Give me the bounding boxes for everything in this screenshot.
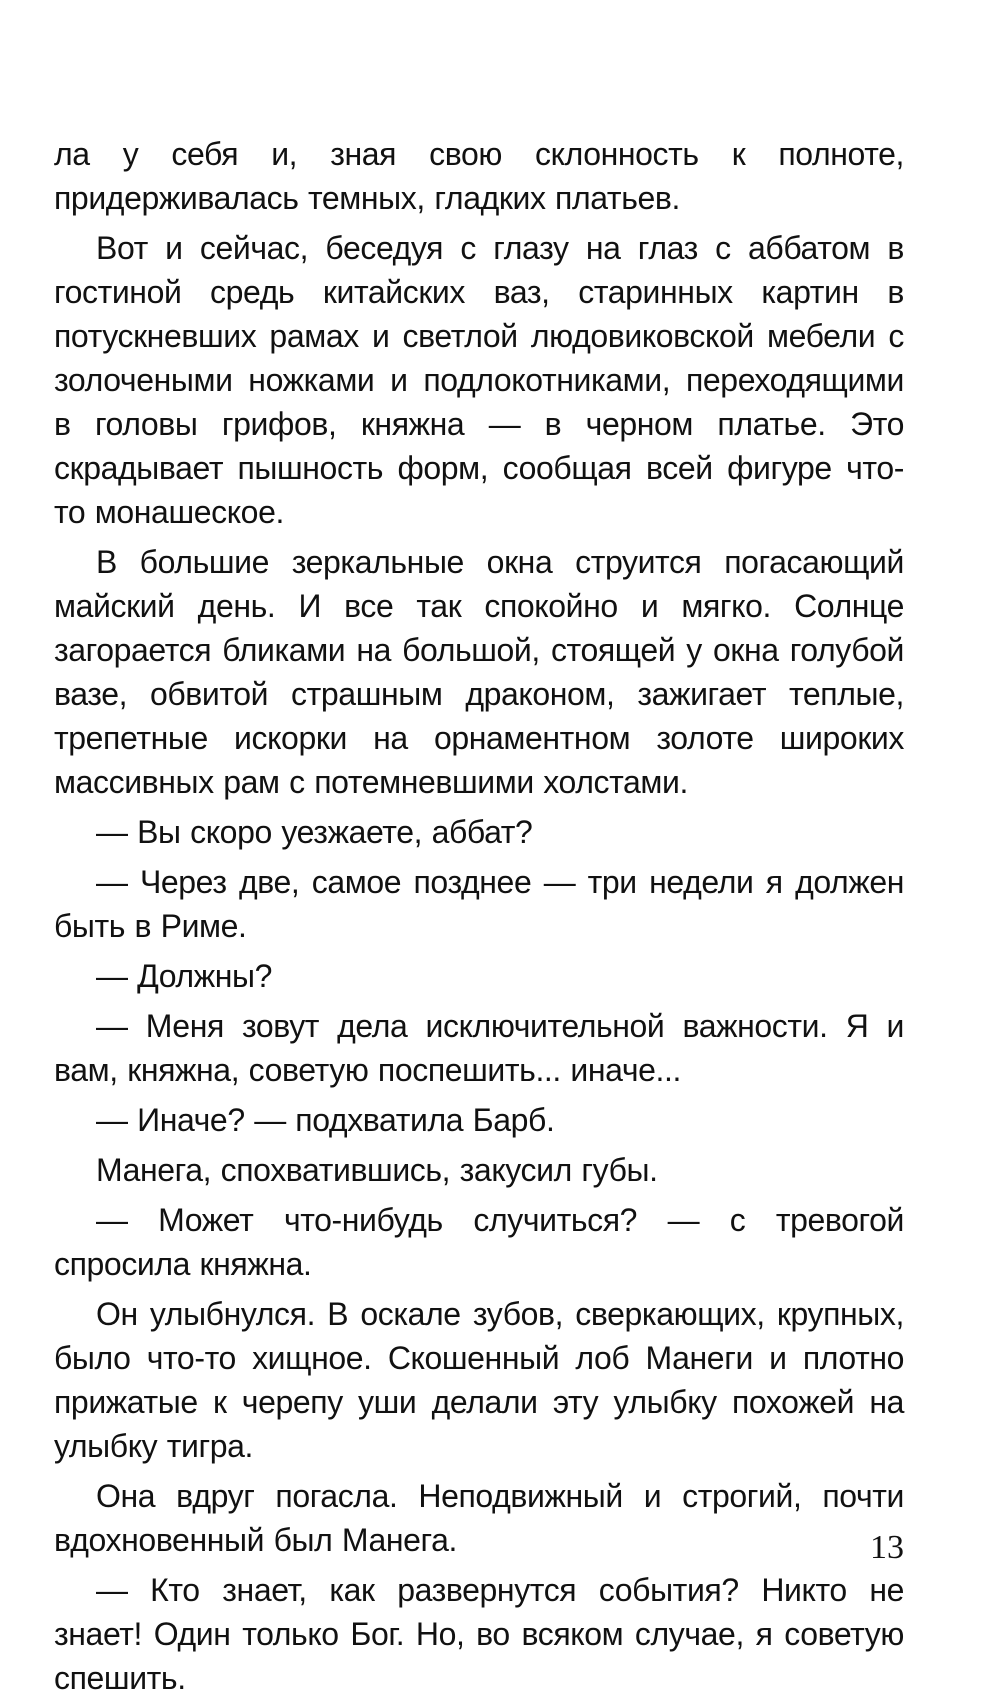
page-number: 13 <box>870 1529 904 1566</box>
dialogue-line-6: — Может что-нибудь случиться? — с тревогой спросила княжна. <box>54 1202 904 1282</box>
dialogue-line-1: — Вы скоро уезжаете, аббат? <box>96 814 533 850</box>
dialogue-line-2: — Через две, самое позднее — три недели я должен быть в Риме. <box>54 864 904 944</box>
paragraph-2: Вот и сейчас, беседуя с глазу на глаз с аббатом в гостиной средь китайских ваз, старинных картин в потускневших рамах и светлой людовиковской мебели с золочеными ножками и подлокотниками, переходящими в головы грифов, княжна — в черном платье. Это скрадывает пышность форм, сообщая всей фигуре что-то монашеское. <box>54 230 904 530</box>
paragraph-3: В большие зеркальные окна струится погасающий майский день. И все так спокойно и мягко. Солнце загорается бликами на большой, стоящей у окна голубой вазе, обвитой страшным драконом, зажигает теплые, трепетные искорки на орнаментном золоте широких массивных рам с потемневшими холстами. <box>54 544 904 800</box>
dialogue-line-7: — Кто знает, как развернутся события? Никто не знает! Один только Бог. Но, во всяком случае, я советую спешить. <box>54 1572 904 1696</box>
page-text <box>54 132 904 1706</box>
dialogue-line-4: — Меня зовут дела исключительной важности. Я и вам, княжна, советую поспешить... иначе... <box>54 1008 904 1088</box>
dialogue-line-3: — Должны? <box>96 958 272 994</box>
dialogue-line-5: — Иначе? — подхватила Барб. <box>96 1102 555 1138</box>
paragraph-1: ла у себя и, зная свою склонность к полноте, придерживалась темных, гладких платьев. <box>54 136 904 216</box>
paragraph-5: Она вдруг погасла. Неподвижный и строгий, почти вдохновенный был Манега. <box>54 1478 904 1558</box>
paragraph-4: Он улыбнулся. В оскале зубов, сверкающих, крупных, было что-то хищное. Скошенный лоб Манеги и плотно прижатые к черепу уши делали эту улыбку похожей на улыбку тигра. <box>54 1296 904 1464</box>
narration-line-1: Манега, спохватившись, закусил губы. <box>96 1152 658 1188</box>
